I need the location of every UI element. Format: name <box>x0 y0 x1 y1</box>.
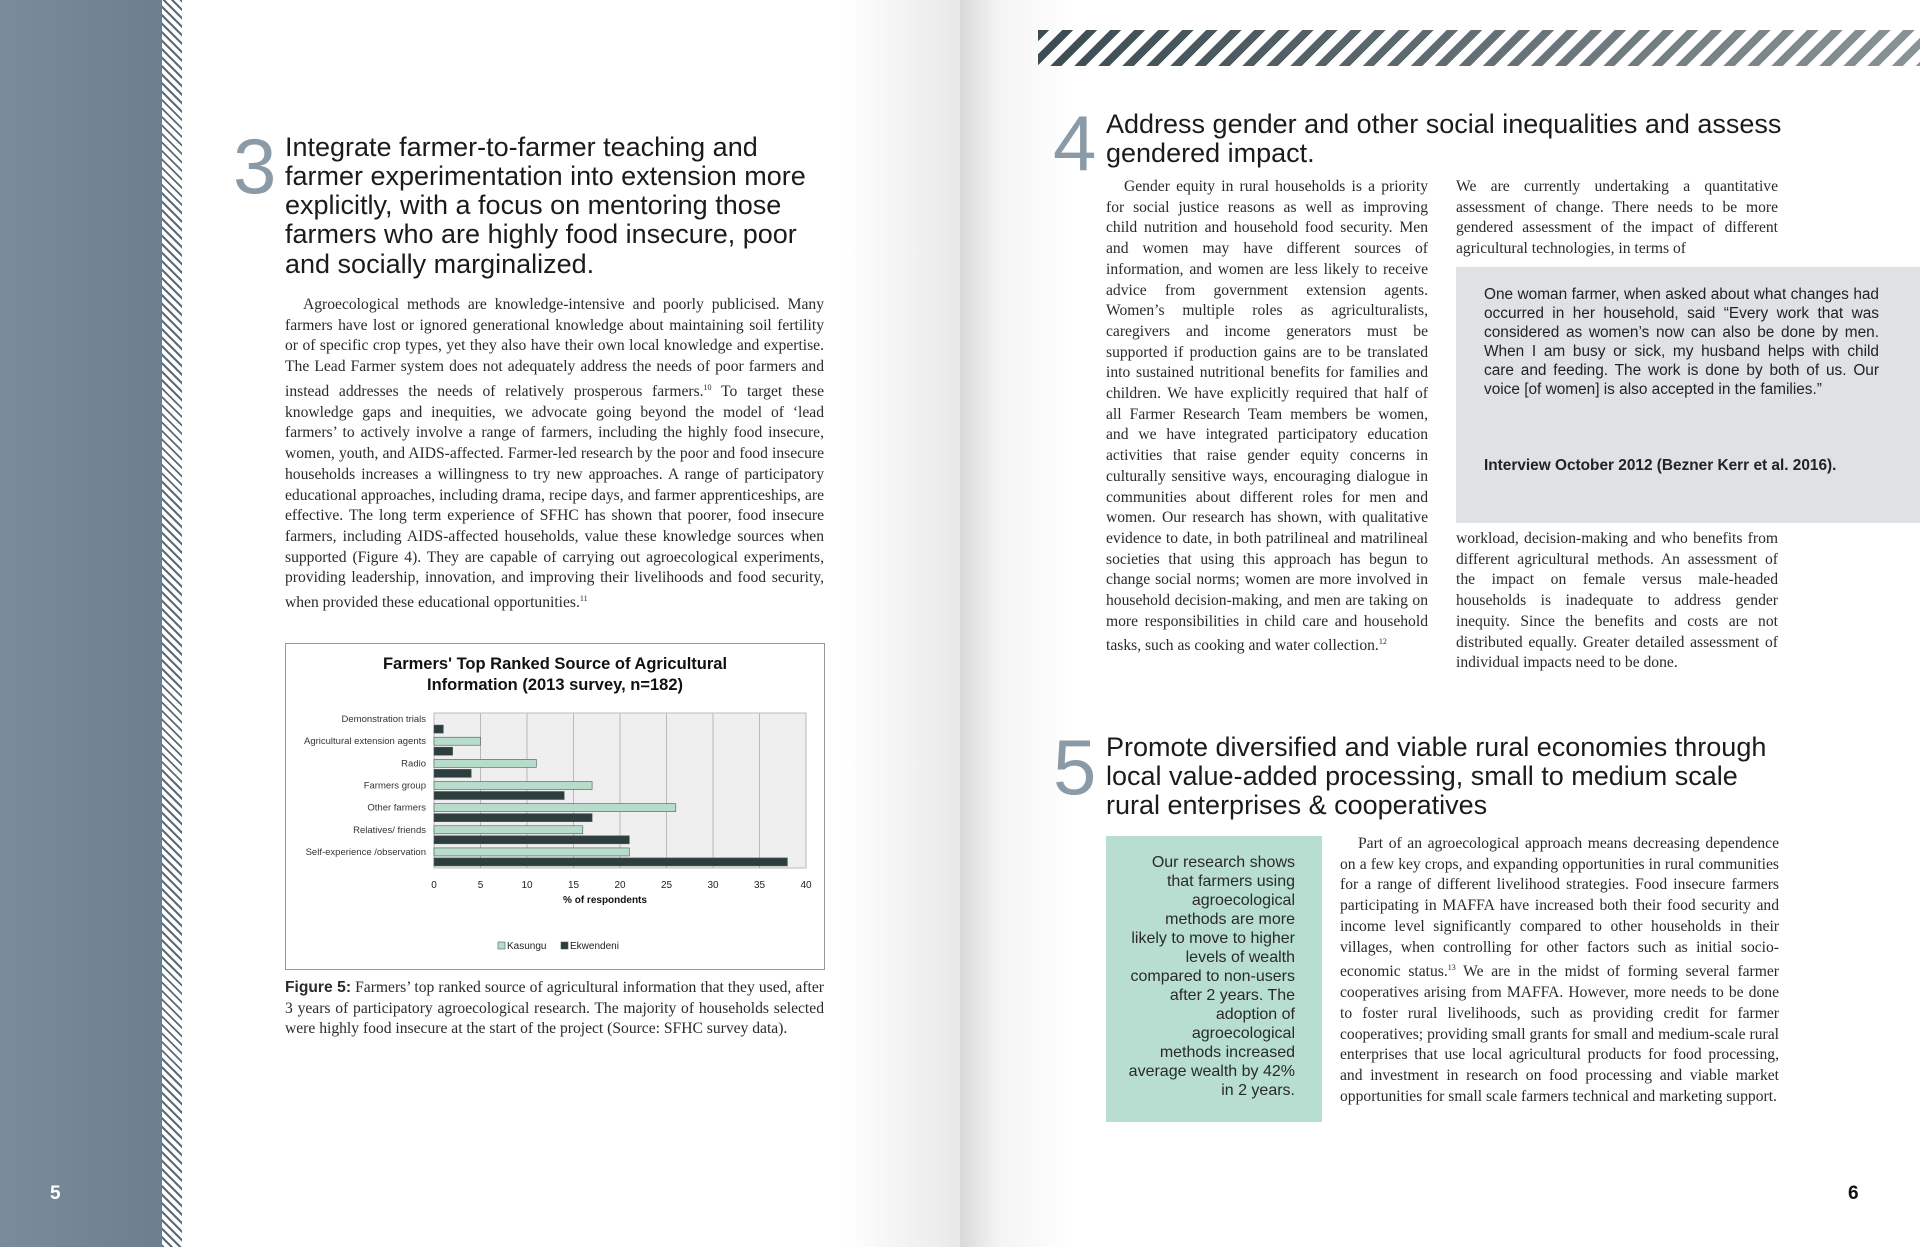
category-label: Radio <box>401 758 426 770</box>
chart-title-line: Information (2013 survey, n=182) <box>427 676 683 694</box>
category-label: Self-experience /observation <box>305 846 426 858</box>
heading-line: local value-added processing, small to medium scale <box>1106 761 1738 792</box>
category-label: Agricultural extension agents <box>304 736 426 748</box>
bar-kasungu <box>434 804 676 812</box>
heading-line: Address gender and other social inequalities and assess <box>1106 109 1782 139</box>
bar-kasungu <box>434 737 481 745</box>
caption-label: Figure 5: <box>285 979 352 996</box>
page-number-right: 6 <box>1848 1183 1859 1204</box>
x-tick-label: 10 <box>521 880 533 891</box>
x-tick-label: 20 <box>614 880 626 891</box>
footnote-ref: 13 <box>1447 963 1456 973</box>
bar-ekwendeni <box>434 747 453 755</box>
bar-ekwendeni <box>434 858 787 866</box>
section-4-column-2-bottom: workload, decision-making and who benefits from different agricultural methods. An assessment of the impact on female versus male-headed households is inadequate to address gender inequity. Since the benefits and costs are not distributed equally. Greater detailed assessment of individual impacts need to be done. <box>1456 530 1778 672</box>
body-text: To target these knowledge gaps and inequities, we advocate going beyond the model of ‘lead farmers’ to actively involve a range of farmers, including the highly food insecure, women, youth, and AIDS-affected. Farmer-led research by the poor and food insecure households increases a willingness to try new approaches. A range of participatory educational approaches, including drama, recipe days, and farmer apprenticeships, are effective. The long term experience of SFHC has shown that poorer, food insecure farmers, including AIDS-affected households, value these knowledge sources when supported (Figure 4). They are capable of carrying out agroecological experiments, providing leadership, innovation, and improving their livelihoods and food security, when provided these educational opportunities. <box>285 383 824 612</box>
heading-line: farmers who are highly food insecure, poor <box>285 219 797 250</box>
section-4-number: 4 <box>1053 99 1097 187</box>
category-label: Relatives/ friends <box>353 824 426 836</box>
x-axis-label: % of respondents <box>563 895 647 906</box>
top-hatch-decoration <box>1038 30 1920 66</box>
x-tick-label: 5 <box>477 880 484 891</box>
heading-line: explicitly, with a focus on mentoring those <box>285 190 782 221</box>
heading-line: and socially marginalized. <box>285 248 595 279</box>
bar-ekwendeni <box>434 725 443 733</box>
heading-line: gendered impact. <box>1106 138 1315 169</box>
left-margin-band <box>0 0 162 1247</box>
quote-text: One woman farmer, when asked about what changes had occurred in her household, said “Every work that was considered as women’s now can also be done by men. When I am busy or sick, my husband helps with child care and feeding. The work is done by both of us. Our voice [of women] is also accepted in the families.” <box>1484 286 1879 398</box>
category-label: Demonstration trials <box>341 714 426 726</box>
footnote-ref: 11 <box>579 594 588 604</box>
legend-swatch <box>561 942 568 949</box>
quote-citation: Interview October 2012 (Bezner Kerr et al. 2016). <box>1484 457 1837 474</box>
heading-line: Integrate farmer-to-farmer teaching and <box>285 132 758 162</box>
body-text: Gender equity in rural households is a priority for social justice reasons as well as improving child nutrition and household food security. Men and women may have different sources of information, and women are less likely to receive advice from government extension agents. Women’s multiple roles as agriculturalists, caregivers and income generators must be supported if production gains are to be translated into sustained nutritional benefits for families and children. We have explicitly required that half of all Farmer Research Team members be women, and we have integrated participatory education activities that raise gender equity concerns in culturally sensitive ways, encouraging dialogue in communities about different roles for men and women. Our research has shown, with qualitative evidence to date, in both patrilineal and matrilineal societies that using this approach has begun to change social norms; women are more involved in household decision-making, and men are taking on more responsibilities in child care and household tasks, such as cooking and water collection. <box>1106 178 1428 655</box>
legend-label: Kasungu <box>507 941 547 952</box>
caption-text: Farmers’ top ranked source of agricultural information that they used, after 3 years of participatory agroecological research. The majority of households selected were highly food insecure at the start of the project (Source: SFHC survey data). <box>285 979 824 1038</box>
section-4-heading <box>1106 110 1781 168</box>
section-3-heading <box>285 133 806 279</box>
bar-ekwendeni <box>434 769 471 777</box>
page-number-left: 5 <box>50 1183 61 1204</box>
body-text: Part of an agroecological approach means decreasing dependence on a few key crops, and expanding opportunities in rural communities for a range of different livelihood strategies. Food insecure farmers participating in MAFFA have increased both their food security and income level significantly compared to other households in their villages, when controlling for other factors such as initial socio-economic status. <box>1340 835 1779 981</box>
x-tick-label: 15 <box>567 880 580 891</box>
figure-5-caption <box>285 978 824 1040</box>
x-tick-label: 35 <box>753 880 766 891</box>
bar-kasungu <box>434 759 536 767</box>
left-hatch-border <box>162 0 182 1247</box>
footnote-ref: 10 <box>703 382 712 392</box>
heading-line: Promote diversified and viable rural economies through <box>1106 732 1767 762</box>
legend-swatch <box>498 942 505 949</box>
category-label: Other farmers <box>367 802 426 814</box>
chart-title-line: Farmers' Top Ranked Source of Agricultural <box>382 655 728 673</box>
section-4-column-2-top: We are currently undertaking a quantitative assessment of change. There needs to be more gendered assessment of the impact of different agricultural technologies, in terms of <box>1456 178 1778 258</box>
category-label: Farmers group <box>363 780 426 792</box>
section-5-body <box>1340 834 1779 1107</box>
x-tick-label: 30 <box>707 880 719 891</box>
bar-ekwendeni <box>434 814 592 822</box>
bar-ekwendeni <box>434 836 629 844</box>
footnote-ref: 12 <box>1378 637 1387 647</box>
heading-line: farmer experimentation into extension more <box>285 161 806 192</box>
bar-kasungu <box>434 848 629 856</box>
section-5-number: 5 <box>1053 723 1097 811</box>
heading-line: rural enterprises & cooperatives <box>1106 790 1488 821</box>
legend-label: Ekwendeni <box>570 941 619 952</box>
section-3-number: 3 <box>233 122 277 210</box>
x-tick-label: 0 <box>431 880 437 891</box>
bar-kasungu <box>434 782 592 790</box>
callout-text: Our research shows that farmers using agroecological methods are more likely to move to higher levels of wealth compared to non-users after 2 years. The adoption of agroecological methods increased average wealth by 42% in 2 years. <box>1128 854 1295 1099</box>
bar-kasungu <box>434 826 583 834</box>
chart-plot <box>286 644 824 969</box>
body-text: Agroecological methods are knowledge-intensive and poorly publicised. Many farmers have lost or ignored generational knowledge about maintaining soil fertility or of specific crop types, yet they also have their own local knowledge and expertise. The Lead Farmer system does not adequately address the needs of poor farmers and instead addresses the needs of relatively prosperous farmers. <box>285 296 824 400</box>
x-tick-label: 25 <box>660 880 673 891</box>
x-tick-label: 40 <box>800 880 812 891</box>
section-4-column-1 <box>1106 177 1428 657</box>
bar-ekwendeni <box>434 792 564 800</box>
figure-5-chart <box>285 643 825 970</box>
section-3-body <box>285 295 824 614</box>
section-5-heading <box>1106 733 1766 820</box>
body-text: We are in the midst of forming several farmer cooperatives arising from MAFFA. However, more needs to be done to foster rural livelihoods, such as providing credit for farmer cooperatives; providing small grants for small and medium-scale rural enterprises that use local agricultural products for food processing, and investment in research on food processing and viable market opportunities for small scale farmers technical and marketing support. <box>1340 963 1779 1105</box>
